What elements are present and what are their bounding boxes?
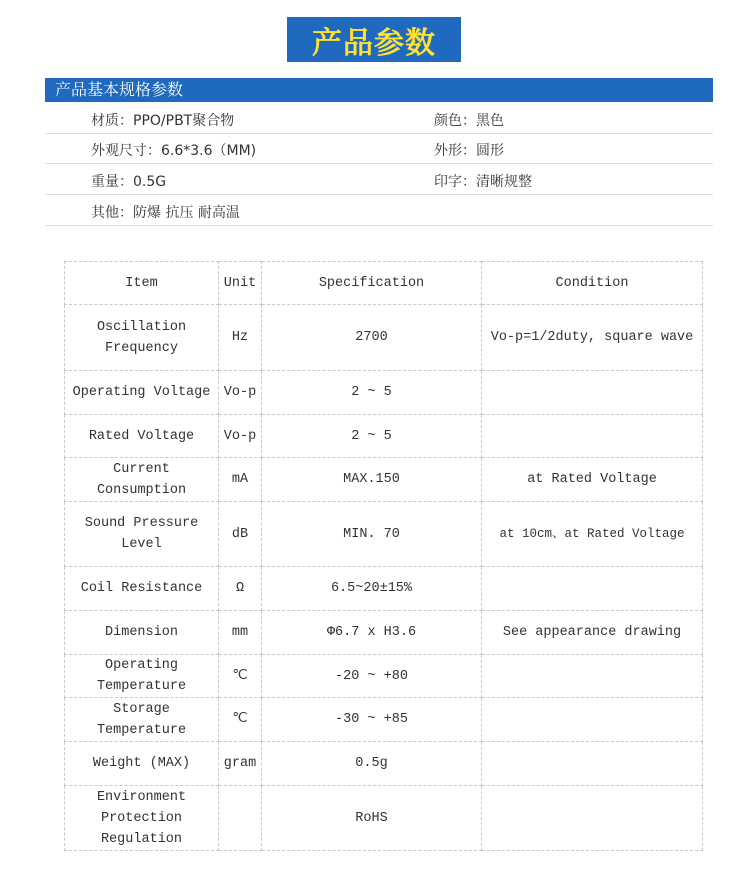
property-row bbox=[45, 195, 713, 226]
table-cell: Oscillation Frequency bbox=[65, 305, 219, 371]
spec-table bbox=[64, 261, 703, 851]
table-cell: Rated Voltage bbox=[65, 415, 219, 458]
table-cell bbox=[482, 786, 703, 851]
section-title: 产品基本规格参数 bbox=[45, 78, 713, 102]
table-cell bbox=[482, 742, 703, 786]
table-cell bbox=[482, 371, 703, 415]
property-right: 外形：圆形 bbox=[434, 143, 504, 159]
column-header: Unit bbox=[219, 262, 262, 305]
column-header: Condition bbox=[482, 262, 703, 305]
table-row bbox=[65, 655, 703, 698]
table-row bbox=[65, 415, 703, 458]
table-cell: ℃ bbox=[219, 655, 262, 698]
table-cell: Ω bbox=[219, 567, 262, 611]
table-cell: 2700 bbox=[262, 305, 482, 371]
property-row bbox=[45, 164, 713, 195]
property-row bbox=[45, 133, 713, 164]
table-cell: at Rated Voltage bbox=[482, 458, 703, 502]
table-cell: Sound Pressure Level bbox=[65, 502, 219, 567]
table-cell: MIN. 70 bbox=[262, 502, 482, 567]
table-row bbox=[65, 305, 703, 371]
table-cell: Vo-p bbox=[219, 415, 262, 458]
table-cell bbox=[482, 655, 703, 698]
page-banner: 产品参数 bbox=[287, 17, 461, 62]
table-cell bbox=[482, 567, 703, 611]
table-cell: at 10cm、at Rated Voltage bbox=[482, 502, 703, 567]
table-row bbox=[65, 502, 703, 567]
property-right: 印字：清晰规整 bbox=[434, 174, 532, 190]
table-cell: -30 ~ +85 bbox=[262, 698, 482, 742]
table-cell: Operating Temperature bbox=[65, 655, 219, 698]
table-cell: Operating Voltage bbox=[65, 371, 219, 415]
property-left: 外观尺寸：6.6*3.6（MM) bbox=[91, 143, 257, 159]
property-left: 材质：PPO/PBT聚合物 bbox=[91, 113, 235, 129]
property-row bbox=[45, 103, 713, 134]
table-cell bbox=[219, 786, 262, 851]
table-cell: Current Consumption bbox=[65, 458, 219, 502]
table-cell: Dimension bbox=[65, 611, 219, 655]
table-cell: Vo-p bbox=[219, 371, 262, 415]
table-cell: gram bbox=[219, 742, 262, 786]
table-cell: Storage Temperature bbox=[65, 698, 219, 742]
table-row bbox=[65, 698, 703, 742]
table-cell: 2 ~ 5 bbox=[262, 415, 482, 458]
table-row bbox=[65, 567, 703, 611]
table-cell: ℃ bbox=[219, 698, 262, 742]
table-cell: 0.5g bbox=[262, 742, 482, 786]
table-cell: Φ6.7 x H3.6 bbox=[262, 611, 482, 655]
table-cell: Hz bbox=[219, 305, 262, 371]
table-cell: 6.5~20±15% bbox=[262, 567, 482, 611]
table-cell: -20 ~ +80 bbox=[262, 655, 482, 698]
table-cell: Coil Resistance bbox=[65, 567, 219, 611]
table-cell: Weight (MAX) bbox=[65, 742, 219, 786]
table-cell: MAX.150 bbox=[262, 458, 482, 502]
property-right: 颜色：黑色 bbox=[434, 113, 504, 129]
table-cell: 2 ~ 5 bbox=[262, 371, 482, 415]
table-cell: See appearance drawing bbox=[482, 611, 703, 655]
column-header: Item bbox=[65, 262, 219, 305]
table-cell: mA bbox=[219, 458, 262, 502]
table-row bbox=[65, 742, 703, 786]
table-row bbox=[65, 458, 703, 502]
table-cell: Environment Protection Regulation bbox=[65, 786, 219, 851]
column-header: Specification bbox=[262, 262, 482, 305]
property-left: 重量：0.5G bbox=[91, 174, 167, 190]
table-row bbox=[65, 611, 703, 655]
table-cell bbox=[482, 698, 703, 742]
table-row bbox=[65, 371, 703, 415]
table-cell: Vo-p=1/2duty, square wave bbox=[482, 305, 703, 371]
table-cell: dB bbox=[219, 502, 262, 567]
table-cell: mm bbox=[219, 611, 262, 655]
table-row bbox=[65, 786, 703, 851]
table-cell: RoHS bbox=[262, 786, 482, 851]
property-left: 其他：防爆 抗压 耐高温 bbox=[91, 205, 240, 221]
table-cell bbox=[482, 415, 703, 458]
